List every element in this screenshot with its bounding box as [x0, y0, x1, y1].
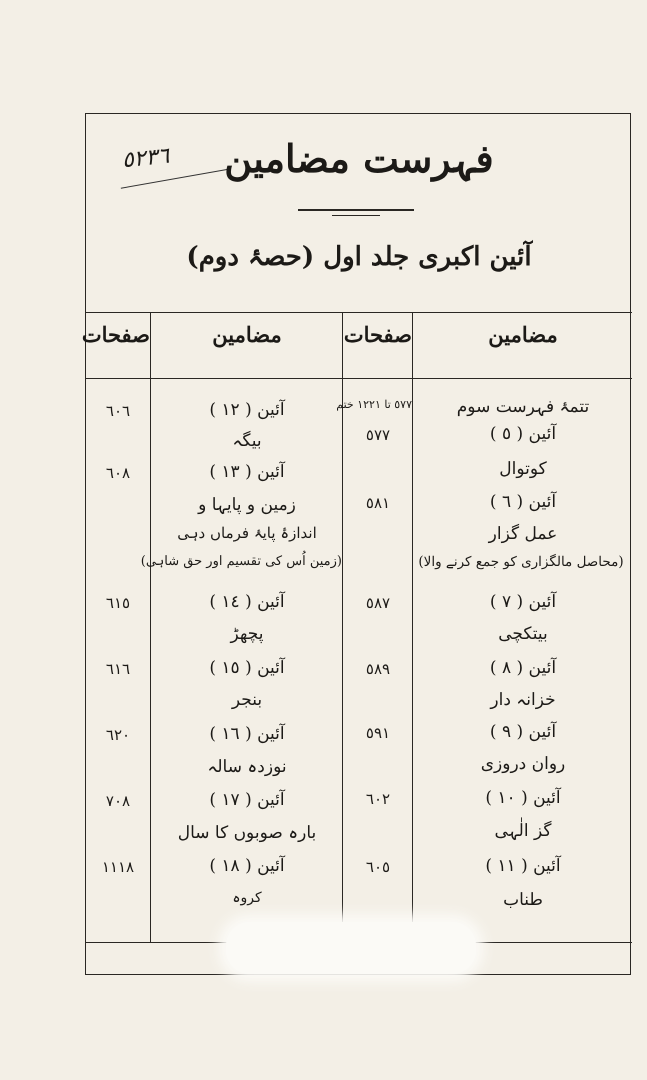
column-header-divider	[86, 378, 632, 379]
page-title: فہرست مضامین	[224, 136, 494, 181]
list-item: بیگہ	[232, 431, 262, 451]
list-item: روان دروزی	[480, 754, 566, 774]
list-item: بنجر	[231, 690, 263, 710]
list-item: آئین ( ٧ )	[489, 592, 557, 612]
contents-frame	[81, 113, 631, 975]
column-header-topics-right: مضامین	[488, 322, 558, 347]
page-number: ٥٨١	[365, 494, 391, 512]
page-number: ٥٨٩	[365, 660, 391, 678]
list-item: آئین ( ٨ )	[489, 658, 557, 678]
list-item: اندازۂ پایۂ فرماں دہی	[177, 524, 317, 542]
list-item: کوتوال	[499, 459, 547, 479]
list-item: عمل گزار	[488, 524, 558, 544]
page-number: ٦٠٨	[105, 464, 131, 482]
list-item: آئین ( ١٢ )	[209, 400, 285, 420]
list-item: آئین ( ١٨ )	[209, 856, 285, 876]
column-divider-left-page	[150, 312, 151, 942]
page-number: ٥٨٧	[365, 594, 391, 612]
book-subtitle: آئین اکبری جلد اول (حصۂ دوم)	[186, 242, 532, 272]
page-number: ٦١٦	[105, 660, 131, 678]
list-item: خزانہ دار	[490, 690, 556, 710]
page-number: ٥٩١	[365, 724, 391, 742]
title-ornament-rule	[298, 209, 414, 211]
list-item: آئین ( ٥ )	[489, 424, 557, 444]
list-item: آئین ( ١٧ )	[209, 790, 285, 810]
list-item: تتمۂ فہرست سوم	[456, 397, 590, 417]
list-item: (محاصل مالگزاری کو جمع کرنے والا)	[418, 554, 624, 570]
list-item: آئین ( ١٣ )	[209, 462, 285, 482]
title-ornament-rule-short	[332, 215, 380, 216]
page-number: ١١١٨	[101, 858, 135, 876]
column-header-pages-right: صفحات	[343, 322, 412, 347]
list-item: زمین و پایہا و	[198, 495, 296, 515]
list-item: آئین ( ٦ )	[489, 492, 557, 512]
list-item: کروہ	[232, 890, 262, 906]
handwritten-number: ٥٢٣٦	[120, 143, 171, 174]
column-header-pages-left: صفحات	[81, 322, 150, 347]
page-number: ٦٠٢	[365, 790, 391, 808]
column-divider-right-page	[412, 312, 413, 942]
column-header-topics-left: مضامین	[212, 322, 282, 347]
list-item: گز الٰہی	[494, 821, 552, 841]
list-item: (زمین اُس کی تقسیم اور حق شاہی)	[140, 554, 342, 569]
list-item: نوزدہ سالہ	[207, 757, 287, 777]
list-item: طناب	[503, 890, 543, 910]
page-number: ٦٠٥	[365, 858, 391, 876]
list-item: آئین ( ١٥ )	[209, 658, 285, 678]
page-number: ٦٢٠	[105, 726, 131, 744]
header	[86, 114, 632, 312]
list-item: آئین ( ١١ )	[485, 856, 561, 876]
erased-patch	[226, 922, 476, 974]
list-item: بیتکچی	[498, 624, 548, 644]
page-number: ٥٧٧ تا ١٢٢١ ختم	[336, 398, 412, 411]
page-number: ٦١٥	[105, 594, 131, 612]
list-item: آئین ( ١٦ )	[209, 724, 285, 744]
list-item: آئین ( ١٤ )	[209, 592, 285, 612]
list-item: آئین ( ٩ )	[489, 722, 557, 742]
list-item: بارہ صوبوں کا سال	[177, 823, 317, 843]
page-number: ٧٠٨	[105, 792, 131, 810]
page-number: ٥٧٧	[365, 426, 391, 444]
list-item: آئین ( ١٠ )	[485, 788, 561, 808]
header-divider	[86, 312, 632, 313]
page-number: ٦٠٦	[105, 402, 131, 420]
list-item: پچھڑ	[230, 624, 264, 644]
